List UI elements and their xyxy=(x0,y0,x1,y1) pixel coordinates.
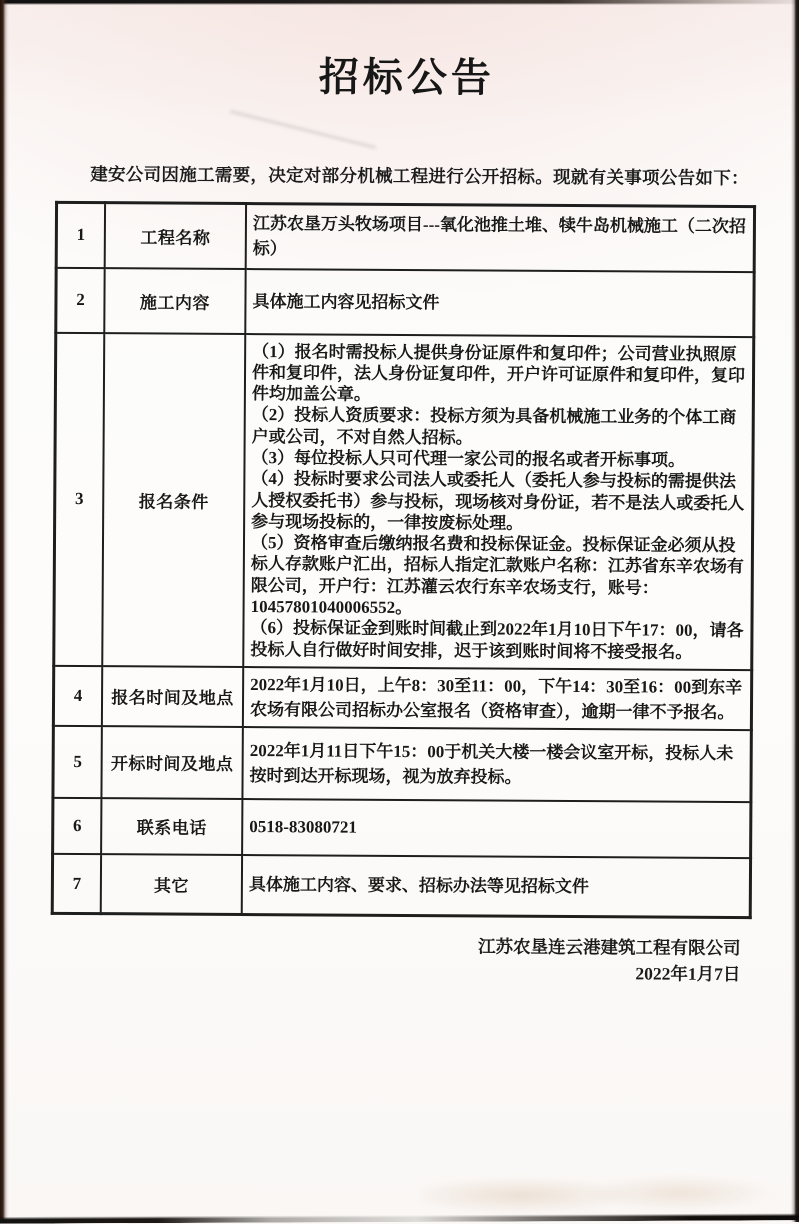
row-number-cell: 4 xyxy=(53,666,102,726)
row-label-cell: 报名条件 xyxy=(102,333,245,667)
row-label-cell: 施工内容 xyxy=(104,268,245,334)
table-row xyxy=(56,267,754,336)
table-row xyxy=(53,666,751,730)
row-number-cell: 1 xyxy=(56,202,105,267)
signature-company: 江苏农垦连云港建筑工程有限公司 xyxy=(477,936,741,959)
row-content-cell: 具体施工内容见招标文件 xyxy=(245,269,754,337)
intro-paragraph: 建安公司因施工需要，决定对部分机械工程进行公开招标。现就有关事项公告如下： xyxy=(90,164,749,189)
table-row xyxy=(53,798,751,858)
scan-edge-left xyxy=(0,0,9,1222)
row-number-cell: 3 xyxy=(54,332,105,666)
scan-edge-top xyxy=(0,0,799,5)
announcement-table xyxy=(51,201,756,920)
row-content-cell: 具体施工内容、要求、招标办法等见招标文件 xyxy=(242,855,751,918)
signature-date: 2022年1月7日 xyxy=(635,963,741,985)
document-content xyxy=(50,50,758,988)
table-row xyxy=(53,726,751,802)
row-label-cell: 开标时间及地点 xyxy=(101,726,242,799)
row-number-cell: 5 xyxy=(53,726,102,798)
row-label-cell: 报名时间及地点 xyxy=(102,666,243,727)
row-number-cell: 7 xyxy=(52,854,101,914)
row-number-cell: 6 xyxy=(53,798,102,854)
row-content-cell: 0518-83080721 xyxy=(242,799,751,858)
row-content-cell: （1）报名时需投标人提供身份证原件和复印件；公司营业执照原件和复印件，法人身份证复印件，开户许可证原件和复印件，复印件均加盖公章。 （2）投标人资质要求：投标方须为具备机械施工业务的个体工商户或公司，不对自然人招标。 （3）每位投标人只可代理一家公司的报名或者开标事项。 （4）投标时要求公司法人或委托人（委托人参与投标的需提供法人授权委托书）参与投标，现场核对身份证，若不是法人或委托人参与现场投标的，一律按废标处理。 （5）资格审查后缴纳报名费和投标保证金。投标保证金必须从投标人存款账户汇出，招标人指定汇款账户名称：江苏省东辛农场有限公司，开户行：江苏灌云农行东辛农场支行，账号：10457801040006552。 （6）投标保证金到账时间截止到2022年1月10日下午17：00，请各投标人自行做好时间安排，迟于该到账时间将不接受报名。 xyxy=(243,334,754,671)
row-content-cell: 2022年1月11日下午15：00于机关大楼一楼会议室开标，投标人未按时到达开标现场，视为放弃投标。 xyxy=(242,727,751,802)
scan-edge-right xyxy=(791,0,799,1222)
signature-block xyxy=(50,931,752,987)
document-title: 招标公告 xyxy=(318,54,495,101)
scan-smudge xyxy=(420,1170,780,1216)
table-row xyxy=(52,854,750,918)
announcement-table-body xyxy=(52,202,754,918)
row-content-cell: 江苏农垦万头牧场项目---氧化池推土堆、犊牛岛机械施工（二次招标） xyxy=(246,204,755,272)
table-row xyxy=(54,332,754,670)
row-number-cell: 2 xyxy=(56,267,105,332)
row-label-cell: 联系电话 xyxy=(101,798,242,855)
row-content-cell: 2022年1月10日，上午8：30至11：00，下午14：30至16：00到东辛农场有限公司招标办公室报名（资格审查），逾期一律不予报名。 xyxy=(243,667,752,730)
row-label-cell: 其它 xyxy=(101,854,242,915)
row-label-cell: 工程名称 xyxy=(105,203,246,269)
table-row xyxy=(56,202,754,271)
